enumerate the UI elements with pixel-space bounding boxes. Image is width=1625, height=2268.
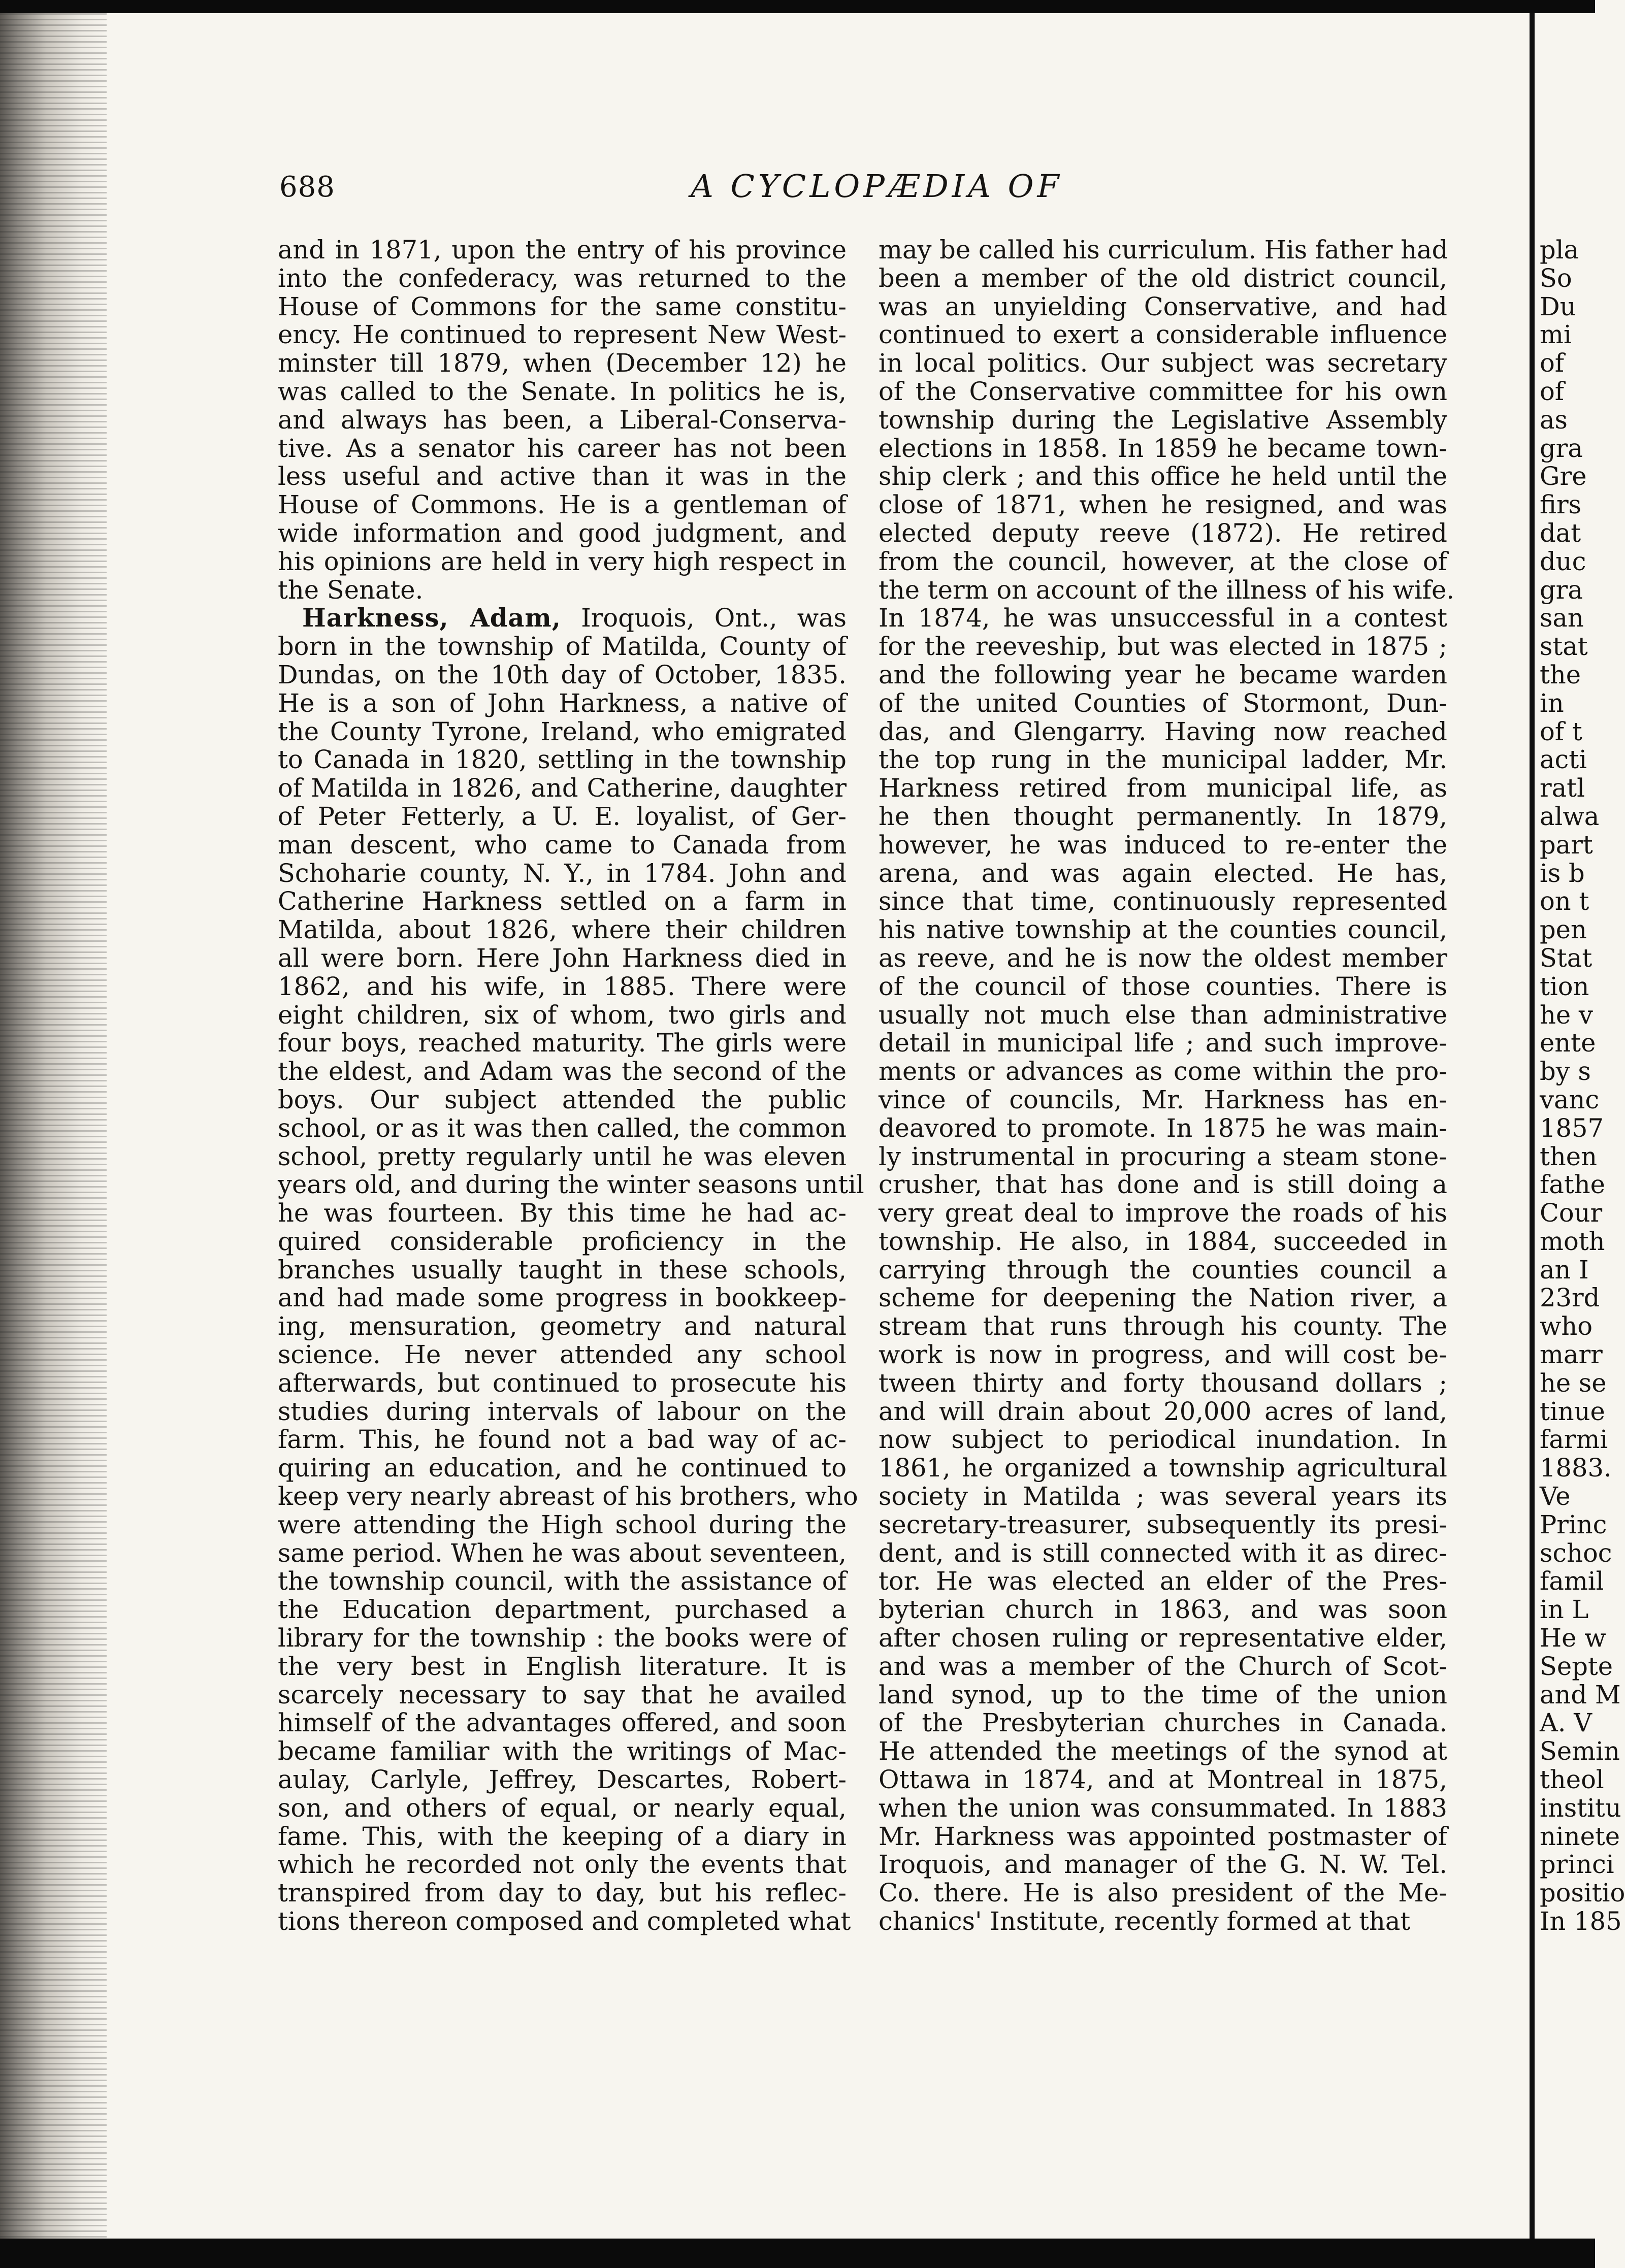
text-line: dent, and is still connected with it as direc- xyxy=(879,1538,1447,1568)
text-line: the eldest, and Adam was the second of the xyxy=(278,1057,847,1087)
text-line: the Education department, purchased a xyxy=(278,1595,847,1625)
text-line: ency. He continued to represent New West- xyxy=(278,320,847,350)
text-line: same period. When he was about seventeen, xyxy=(278,1538,847,1568)
fragment-line: Cour xyxy=(1540,1198,1603,1228)
text-line: Schoharie county, N. Y., in 1784. John and xyxy=(278,858,847,888)
text-line: Co. there. He is also president of the Me- xyxy=(879,1878,1447,1908)
text-line: now subject to periodical inundation. In xyxy=(879,1425,1447,1455)
fragment-line: acti xyxy=(1540,745,1587,775)
fragment-line: by s xyxy=(1540,1057,1591,1087)
text-line: branches usually taught in these schools, xyxy=(278,1255,847,1285)
fragment-line: dat xyxy=(1540,518,1581,548)
scan-left-binding-edge xyxy=(0,13,107,2239)
fragment-line: theol xyxy=(1540,1765,1604,1795)
text-line: science. He never attended any school xyxy=(278,1340,847,1370)
text-line: the Senate. xyxy=(278,575,424,605)
fragment-line: vanc xyxy=(1540,1084,1600,1114)
text-line: all were born. Here John Harkness died in xyxy=(278,943,847,973)
fragment-line: In 185 xyxy=(1540,1907,1622,1936)
text-line: and will drain about 20,000 acres of land, xyxy=(879,1396,1447,1426)
text-line: very great deal to improve the roads of his xyxy=(879,1198,1447,1228)
fragment-line: tion xyxy=(1540,971,1589,1001)
entry-name: Harkness, Adam, xyxy=(302,603,562,633)
text-line: 1862, and his wife, in 1885. There were xyxy=(278,971,847,1001)
text-line: society in Matilda ; was several years its xyxy=(879,1482,1447,1511)
right-fragment-column xyxy=(1540,235,1625,1936)
fragment-line: institu xyxy=(1540,1793,1621,1823)
text-line: crusher, that has done and is still doing a xyxy=(879,1170,1447,1200)
text-line: 1861, he organized a township agricultural xyxy=(879,1453,1447,1483)
text-line: school, or as it was then called, the common xyxy=(278,1113,847,1143)
text-line: born in the township of Matilda, County of xyxy=(278,632,847,662)
text-line: ship clerk ; and this office he held until the xyxy=(879,462,1447,491)
fragment-line: then xyxy=(1540,1141,1597,1171)
fragment-line: Ve xyxy=(1540,1482,1571,1511)
fragment-line: Septe xyxy=(1540,1651,1613,1681)
text-line: Catherine Harkness settled on a farm in xyxy=(278,886,847,916)
text-line: may be called his curriculum. His father had xyxy=(879,235,1448,265)
fragment-line: firs xyxy=(1540,490,1582,520)
fragment-line: schoc xyxy=(1540,1538,1612,1568)
fragment-line: Du xyxy=(1540,291,1576,321)
text-line: ing, mensuration, geometry and natural xyxy=(278,1311,847,1341)
fragment-line: pen xyxy=(1540,915,1587,945)
text-line: afterwards, but continued to prosecute his xyxy=(278,1368,847,1398)
text-line: vince of councils, Mr. Harkness has en- xyxy=(879,1084,1447,1114)
text-line: tions thereon composed and completed what xyxy=(278,1907,851,1936)
text-line: tive. As a senator his career has not been xyxy=(278,433,847,463)
text-line: the very best in English literature. It is xyxy=(278,1651,847,1681)
text-line: wide information and good judgment, and xyxy=(278,518,847,548)
fragment-line: of xyxy=(1540,376,1565,406)
text-line: however, he was induced to re-enter the xyxy=(879,830,1447,860)
text-line: Ottawa in 1874, and at Montreal in 1875, xyxy=(879,1765,1447,1795)
text-line: the term on account of the illness of his wife. xyxy=(879,575,1455,605)
text-line: since that time, continuously represented xyxy=(879,886,1447,916)
fragment-line: part xyxy=(1540,830,1593,860)
fragment-line: princi xyxy=(1540,1850,1614,1880)
fragment-line: Princ xyxy=(1540,1509,1607,1539)
text-line: Dundas, on the 10th day of October, 1835. xyxy=(278,660,847,689)
fragment-line: gra xyxy=(1540,575,1583,605)
fragment-line: in xyxy=(1540,688,1564,718)
fragment-line: Semin xyxy=(1540,1736,1620,1766)
fragment-line: mi xyxy=(1540,320,1572,350)
text-line: township. He also, in 1884, succeeded in xyxy=(879,1226,1447,1256)
fragment-line: farmi xyxy=(1540,1425,1608,1455)
text-line: man descent, who came to Canada from xyxy=(278,830,847,860)
text-line: township during the Legislative Assembly xyxy=(879,405,1447,435)
text-line: aulay, Carlyle, Jeffrey, Descartes, Robert- xyxy=(278,1765,847,1795)
page-number: 688 xyxy=(279,171,335,204)
fragment-line: ente xyxy=(1540,1028,1596,1058)
text-line: when the union was consummated. In 1883 xyxy=(879,1793,1447,1823)
fragment-line: as xyxy=(1540,405,1568,435)
text-line: of Matilda in 1826, and Catherine, daughter xyxy=(278,773,847,803)
text-line: of the Conservative committee for his own xyxy=(879,376,1447,406)
text-line: quiring an education, and he continued to xyxy=(278,1453,847,1483)
text-line: which he recorded not only the events that xyxy=(278,1850,847,1880)
fragment-line: ninete xyxy=(1540,1821,1620,1851)
fragment-line: Stat xyxy=(1540,943,1592,973)
text-line: were attending the High school during the xyxy=(278,1509,847,1539)
text-line: his opinions are held in very high respect in xyxy=(278,546,847,576)
text-line: tor. He was elected an elder of the Pres- xyxy=(879,1566,1447,1596)
text-line: became familiar with the writings of Mac- xyxy=(278,1736,847,1766)
text-line: less useful and active than it was in the xyxy=(278,462,847,491)
scan-bottom-border xyxy=(0,2239,1595,2268)
fragment-line: of t xyxy=(1540,716,1582,746)
text-line: keep very nearly abreast of his brothers, who xyxy=(278,1482,858,1511)
middle-text-column xyxy=(879,235,1455,1936)
text-line: scarcely necessary to say that he availed xyxy=(278,1680,847,1710)
text-line: of the Presbyterian churches in Canada. xyxy=(879,1708,1447,1738)
text-line: arena, and was again elected. He has, xyxy=(879,858,1447,888)
fragment-line: He w xyxy=(1540,1623,1606,1653)
text-line: minster till 1879, when (December 12) he xyxy=(278,348,847,378)
fragment-line: pla xyxy=(1540,235,1579,265)
text-line: stream that runs through his county. The xyxy=(879,1311,1447,1341)
text-line: In 1874, he was unsuccessful in a contest xyxy=(879,603,1447,633)
text-line: his native township at the counties council, xyxy=(879,915,1447,945)
text-line: boys. Our subject attended the public xyxy=(278,1084,847,1114)
text-line: four boys, reached maturity. The girls were xyxy=(278,1028,847,1058)
fragment-line: who xyxy=(1540,1311,1593,1341)
text-line: and had made some progress in bookkeep- xyxy=(278,1283,847,1313)
text-line: farm. This, he found not a bad way of ac- xyxy=(278,1425,847,1455)
text-line: House of Commons for the same constitu- xyxy=(278,291,847,321)
fragment-line: duc xyxy=(1540,546,1586,576)
fragment-line: an I xyxy=(1540,1255,1589,1285)
text-line: and always has been, a Liberal-Conserva- xyxy=(278,405,847,435)
text-line: continued to exert a considerable influence xyxy=(879,320,1447,350)
text-line: the top rung in the municipal ladder, Mr. xyxy=(879,745,1447,775)
fragment-line: on t xyxy=(1540,886,1589,916)
fragment-line: he v xyxy=(1540,1000,1593,1030)
text-line: deavored to promote. In 1875 he was main- xyxy=(879,1113,1447,1143)
fragment-line: Gre xyxy=(1540,462,1587,491)
text-line: he then thought permanently. In 1879, xyxy=(879,801,1447,831)
text-line: of the council of those counties. There is xyxy=(879,971,1447,1001)
text-line: Harkness retired from municipal life, as xyxy=(879,773,1447,803)
fragment-line: he se xyxy=(1540,1368,1607,1398)
text-line: Mr. Harkness was appointed postmaster of xyxy=(879,1821,1447,1851)
scan-top-border xyxy=(0,0,1595,13)
text-line: the County Tyrone, Ireland, who emigrated xyxy=(278,716,847,746)
text-line: transpired from day to day, but his reflec- xyxy=(278,1878,847,1908)
text-line: Iroquois, and manager of the G. N. W. Tel. xyxy=(879,1850,1447,1880)
text-line: detail in municipal life ; and such improve- xyxy=(879,1028,1447,1058)
text-line: to Canada in 1820, settling in the township xyxy=(278,745,847,775)
fragment-line: stat xyxy=(1540,632,1588,662)
page-gutter-rule xyxy=(1530,13,1535,2239)
fragment-line: is b xyxy=(1540,858,1585,888)
text-line: ly instrumental in procuring a steam stone- xyxy=(879,1141,1447,1171)
fragment-line: san xyxy=(1540,603,1584,633)
text-line: usually not much else than administrative xyxy=(879,1000,1447,1030)
text-line: House of Commons. He is a gentleman of xyxy=(278,490,847,520)
fragment-line: fathe xyxy=(1540,1170,1605,1200)
text-line: He is a son of John Harkness, a native of xyxy=(278,688,847,718)
text-line: for the reeveship, but was elected in 1875 ; xyxy=(879,632,1447,662)
fragment-line: of xyxy=(1540,348,1565,378)
text-line: was called to the Senate. In politics he is, xyxy=(278,376,847,406)
text-line: in local politics. Our subject was secretary xyxy=(879,348,1447,378)
text-line: into the confederacy, was returned to the xyxy=(278,263,847,293)
text-line: years old, and during the winter seasons until xyxy=(278,1170,864,1200)
entry-heading-line xyxy=(278,604,847,633)
text-line: ments or advances as come within the pro- xyxy=(879,1057,1447,1087)
fragment-line: 23rd xyxy=(1540,1283,1600,1313)
text-line: fame. This, with the keeping of a diary in xyxy=(278,1821,847,1851)
text-line: tween thirty and forty thousand dollars ; xyxy=(879,1368,1447,1398)
text-line: Matilda, about 1826, where their children xyxy=(278,915,847,945)
text-line: elections in 1858. In 1859 he became town- xyxy=(879,433,1447,463)
text-line: work is now in progress, and will cost be- xyxy=(879,1340,1447,1370)
fragment-line: positio xyxy=(1540,1878,1625,1908)
fragment-line: gra xyxy=(1540,433,1583,463)
text-line: and in 1871, upon the entry of his province xyxy=(278,235,847,265)
text-line: studies during intervals of labour on the xyxy=(278,1396,847,1426)
text-line: land synod, up to the time of the union xyxy=(879,1680,1447,1710)
text-line: he was fourteen. By this time he had ac- xyxy=(278,1198,847,1228)
fragment-line: A. V xyxy=(1540,1708,1592,1738)
fragment-line: 1883. xyxy=(1540,1453,1612,1483)
text-line: from the council, however, at the close of xyxy=(879,546,1447,576)
text-line: close of 1871, when he resigned, and was xyxy=(879,490,1447,520)
fragment-line: ratl xyxy=(1540,773,1585,803)
fragment-line: marr xyxy=(1540,1340,1603,1370)
fragment-line: moth xyxy=(1540,1226,1605,1256)
fragment-line: So xyxy=(1540,263,1572,293)
text-line: quired considerable proficiency in the xyxy=(278,1226,847,1256)
text-line: and was a member of the Church of Scot- xyxy=(879,1651,1447,1681)
text-line: son, and others of equal, or nearly equal, xyxy=(278,1793,847,1823)
text-line: library for the township : the books were of xyxy=(278,1623,847,1653)
text-line: was an unyielding Conservative, and had xyxy=(879,291,1447,321)
fragment-line: and M xyxy=(1540,1680,1621,1710)
text-line: been a member of the old district council, xyxy=(879,263,1447,293)
fragment-line: the xyxy=(1540,660,1581,689)
text-line: He attended the meetings of the synod at xyxy=(879,1736,1447,1766)
text-line: secretary-treasurer, subsequently its presi- xyxy=(879,1509,1447,1539)
text-line: of the united Counties of Stormont, Dun- xyxy=(879,688,1447,718)
text-line: as reeve, and he is now the oldest member xyxy=(879,943,1447,973)
text-line: elected deputy reeve (1872). He retired xyxy=(879,518,1447,548)
fragment-line: in L xyxy=(1540,1595,1589,1625)
fragment-line: tinue xyxy=(1540,1396,1605,1426)
fragment-line: alwa xyxy=(1540,801,1600,831)
left-text-column xyxy=(278,235,864,1936)
text-line: das, and Glengarry. Having now reached xyxy=(879,716,1447,746)
text-line: school, pretty regularly until he was eleven xyxy=(278,1141,847,1171)
text-line: after chosen ruling or representative elder, xyxy=(879,1623,1447,1653)
text-line: chanics' Institute, recently formed at that xyxy=(879,1907,1411,1936)
text-line: and the following year he became warden xyxy=(879,660,1447,689)
running-title: A CYCLOPÆDIA OF xyxy=(691,168,1063,205)
text-line: himself of the advantages offered, and soon xyxy=(278,1708,847,1738)
text-line: eight children, six of whom, two girls and xyxy=(278,1000,847,1030)
text-line: byterian church in 1863, and was soon xyxy=(879,1595,1447,1625)
text-line: carrying through the counties council a xyxy=(879,1255,1447,1285)
fragment-line: 1857 xyxy=(1540,1113,1604,1143)
text-line: the township council, with the assistance of xyxy=(278,1566,847,1596)
text-line: scheme for deepening the Nation river, a xyxy=(879,1283,1447,1313)
text-line: of Peter Fetterly, a U. E. loyalist, of Ger- xyxy=(278,801,847,831)
entry-first-line-text: Iroquois, Ont., was xyxy=(561,603,847,633)
fragment-line: famil xyxy=(1540,1566,1604,1596)
